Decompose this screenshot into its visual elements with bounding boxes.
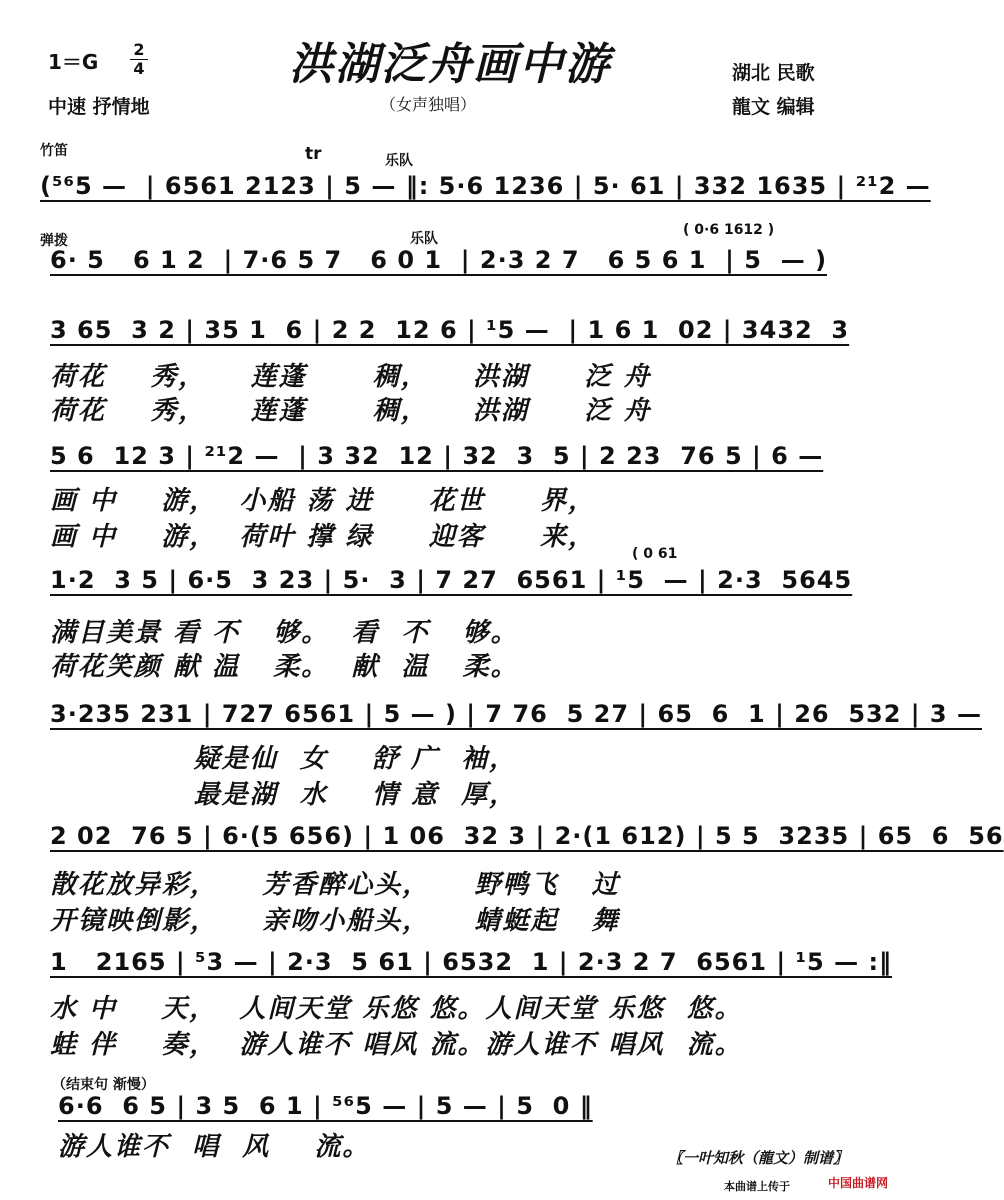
notation-line: 1·2 3 5 | 6·5 3 23 | 5· 3 | 7 27 6561 | ¹5 — | 2·3 5645 bbox=[50, 566, 853, 594]
orchestra-fill: ( 0 61 bbox=[632, 546, 678, 562]
tempo-marking: 中速 抒情地 bbox=[48, 96, 150, 118]
instrument-label-orchestra: 乐队 bbox=[385, 153, 413, 169]
lyric-verse-2: 荷花 秀， 莲蓬 稠， 洪湖 泛 舟 bbox=[50, 396, 652, 426]
origin-label: 湖北 民歌 bbox=[732, 62, 815, 84]
orchestra-fill: ( 0·6 1612 ) bbox=[683, 222, 775, 238]
lyric-verse-2: 画 中 游， 荷叶 撑 绿 迎客 来， bbox=[50, 522, 596, 552]
notation-line: 1 2165 | ⁵3 — | 2·3 5 61 | 6532 1 | 2·3 2 7 6561 | ¹5 — :‖ bbox=[50, 948, 893, 976]
site-logo: 中国曲谱网 bbox=[827, 1176, 888, 1190]
editor-label: 龍文 编辑 bbox=[732, 96, 815, 118]
lyric-verse-1: 游人谁不 唱 风 流。 bbox=[58, 1132, 371, 1162]
notation-line: 5 6 12 3 | ²¹2 — | 3 32 12 | 32 3 5 | 2 23 76 5 | 6 — bbox=[50, 442, 824, 470]
instrument-label-plucked: 弹拨 bbox=[40, 233, 68, 249]
lyric-verse-1: 画 中 游， 小船 荡 进 花世 界， bbox=[50, 486, 596, 516]
instrument-label-orchestra: 乐队 bbox=[410, 231, 438, 247]
notation-line: (⁵⁶5 — | 6561 2123 | 5 — ‖: 5·6 1236 | 5· 61 | 332 1635 | ²¹2 — bbox=[40, 172, 931, 200]
notation-line: 3 65 3 2 | 35 1 6 | 2 2 12 6 | ¹5 — | 1 6 1 02 | 3432 3 bbox=[50, 316, 850, 344]
instrument-label-flute: 竹笛 bbox=[40, 143, 68, 159]
time-numerator: 2 bbox=[133, 40, 145, 59]
song-title: 洪湖泛舟画中游 bbox=[289, 39, 611, 90]
lyric-verse-1: 疑是仙 女 舒 广 袖， bbox=[50, 744, 518, 774]
notation-line: 2 02 76 5 | 6·(5 656) | 1 06 32 3 | 2·(1 612) | 5 5 3235 | 65 6 56 bbox=[50, 822, 1004, 850]
time-denominator: 4 bbox=[133, 59, 145, 78]
lyric-verse-1: 散花放异彩， 芳香醉心头， 野鸭飞 过 bbox=[50, 870, 620, 900]
lyric-verse-2: 荷花笑颜 献 温 柔。 献 温 柔。 bbox=[50, 652, 519, 682]
notation-line: 6·6 6 5 | 3 5 6 1 | ⁵⁶5 — | 5 — | 5 0 ‖ bbox=[58, 1092, 593, 1120]
lyric-verse-2: 蛙 伴 奏， 游人谁不 唱风 流。游人谁不 唱风 流。 bbox=[50, 1030, 743, 1060]
lyric-verse-2: 开镜映倒影， 亲吻小船头， 蜻蜓起 舞 bbox=[50, 906, 620, 936]
upload-note: 本曲谱上传于 bbox=[724, 1180, 790, 1193]
lyric-verse-1: 满目美景 看 不 够。 看 不 够。 bbox=[50, 618, 519, 648]
notation-line: 3·235 231 | 727 6561 | 5 — ) | 7 76 5 27 | 65 6 1 | 26 532 | 3 — bbox=[50, 700, 982, 728]
key-signature: 1＝G bbox=[48, 50, 99, 74]
trill-mark: tr bbox=[305, 144, 322, 164]
subtitle: （女声独唱） bbox=[380, 95, 477, 114]
ending-marking: （结束句 渐慢） bbox=[52, 1077, 155, 1093]
lyric-verse-2: 最是湖 水 情 意 厚， bbox=[50, 780, 518, 810]
arranger-credit: 〖一叶知秋（龍文）制谱〗 bbox=[667, 1149, 848, 1167]
lyric-verse-1: 荷花 秀， 莲蓬 稠， 洪湖 泛 舟 bbox=[50, 362, 652, 392]
notation-line: 6· 5 6 1 2 | 7·6 5 7 6 0 1 | 2·3 2 7 6 5 6 1 | 5 — ) bbox=[50, 246, 828, 274]
lyric-verse-1: 水 中 天， 人间天堂 乐悠 悠。人间天堂 乐悠 悠。 bbox=[50, 994, 743, 1024]
